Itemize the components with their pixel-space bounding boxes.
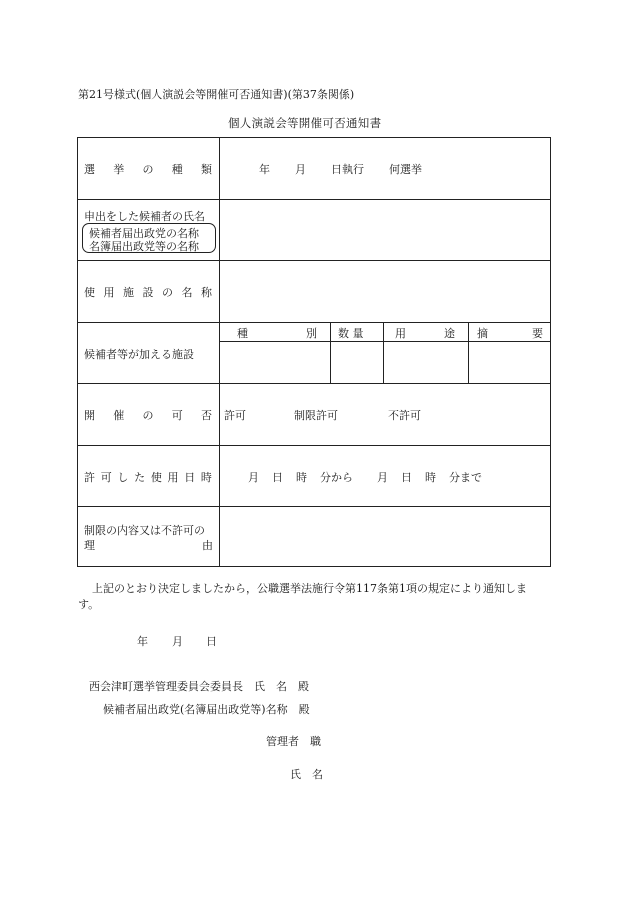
col-header-use: 用 途 — [395, 327, 455, 340]
notice-date-day: 日 — [206, 635, 217, 648]
form-number: 第21号様式(個人演説会等開催可否通知書)(第37条関係) — [78, 88, 355, 101]
option-denied: 不許可 — [388, 409, 421, 422]
reason-label-line2-right: 由 — [202, 539, 213, 552]
row-divider — [78, 506, 550, 507]
row-divider — [78, 260, 550, 261]
row-divider — [78, 383, 550, 384]
from-month: 月 — [248, 471, 259, 484]
to-minute: 分まで — [449, 471, 482, 484]
notice-date-month: 月 — [172, 635, 183, 648]
option-permit: 許可 — [224, 409, 246, 422]
col-header-quantity: 数 量 — [338, 327, 364, 340]
election-name: 何選挙 — [389, 163, 422, 176]
to-day: 日 — [401, 471, 412, 484]
election-year: 年 — [259, 163, 270, 176]
from-hour: 時 — [296, 471, 307, 484]
row-divider — [78, 199, 550, 200]
from-minute: 分から — [320, 471, 353, 484]
signature-party: 候補者届出政党(名簿届出政党等)名称 殿 — [103, 703, 310, 716]
row-divider — [78, 322, 550, 323]
party-name-line2: 名簿届出政党等の名称 — [89, 240, 199, 253]
reason-label-line1: 制限の内容又は不許可の — [84, 524, 205, 537]
signature-manager-title: 管理者 職 — [266, 735, 321, 748]
from-day: 日 — [272, 471, 283, 484]
facility-name-label: 使 用 施 設 の 名 称 — [84, 286, 212, 299]
added-facility-label: 候補者等が加える施設 — [84, 348, 194, 361]
applicant-label: 申出をした候補者の氏名 — [84, 210, 205, 223]
label-column-divider — [219, 138, 220, 566]
row-divider — [78, 445, 550, 446]
document-title: 個人演説会等開催可否通知書 — [228, 116, 382, 130]
approval-label: 開 催 の 可 否 — [84, 409, 212, 422]
signature-manager-name: 氏 名 — [290, 768, 323, 781]
subcolumn-divider — [468, 322, 469, 383]
to-hour: 時 — [425, 471, 436, 484]
col-header-type: 種 別 — [237, 327, 317, 340]
subheader-divider — [219, 341, 550, 342]
option-restricted: 制限許可 — [294, 409, 338, 422]
subcolumn-divider — [383, 322, 384, 383]
party-name-line1: 候補者届出政党の名称 — [89, 227, 199, 240]
election-type-label: 選 挙 の 種 類 — [84, 163, 212, 176]
notice-text-line2: す。 — [78, 598, 100, 611]
to-month: 月 — [377, 471, 388, 484]
election-day-exec: 日執行 — [331, 163, 364, 176]
permitted-time-label: 許 可 し た 使 用 日 時 — [84, 471, 212, 484]
col-header-summary: 摘 要 — [477, 327, 543, 340]
notice-date-year: 年 — [137, 635, 148, 648]
signature-chair: 西会津町選挙管理委員会委員長 氏 名 殿 — [89, 680, 309, 693]
election-month: 月 — [295, 163, 306, 176]
notice-text-line1: 上記のとおり決定しましたから，公職選挙法施行令第117条第1項の規定により通知しま — [92, 582, 527, 595]
reason-label-line2-left: 理 — [84, 539, 95, 552]
subcolumn-divider — [330, 322, 331, 383]
